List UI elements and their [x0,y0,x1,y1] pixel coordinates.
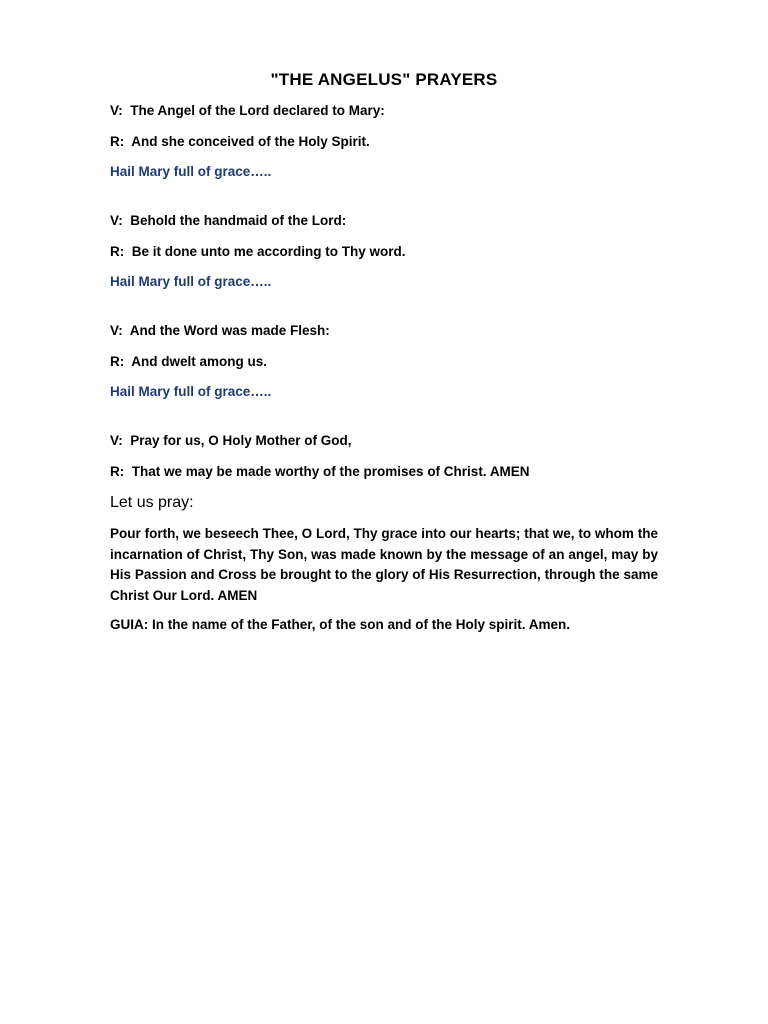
angelus-section-1 [110,102,658,181]
hail-mary-line: Hail Mary full of grace….. [110,384,272,399]
angelus-section-2 [110,212,658,291]
versicle-line: V: And the Word was made Flesh: [110,323,330,338]
document-title: "THE ANGELUS" PRAYERS [270,70,498,89]
hail-mary-line: Hail Mary full of grace….. [110,164,272,179]
response-line: R: That we may be made worthy of the promises of Christ. AMEN [110,463,530,479]
guia-line: GUIA: In the name of the Father, of the son and of the Holy spirit. Amen. [110,617,571,632]
let-us-pray-heading: Let us pray: [110,494,194,511]
response-line: R: And dwelt among us. [110,353,267,369]
hail-mary-line: Hail Mary full of grace….. [110,274,272,289]
angelus-section-4 [110,432,658,481]
response-line: R: Be it done unto me according to Thy word. [110,243,406,259]
document-page [110,70,658,634]
response-line: R: And she conceived of the Holy Spirit. [110,133,370,149]
versicle-line: V: Behold the handmaid of the Lord: [110,213,347,228]
angelus-section-3 [110,322,658,401]
versicle-line: V: Pray for us, O Holy Mother of God, [110,433,352,448]
closing-prayer-paragraph: Pour forth, we beseech Thee, O Lord, Thy grace into our hearts; that we, to whom the incarnation of Christ, Thy Son, was made known by the message of an angel, may by His Passion and Cross be brought to the glory of His Resurrection, through the same Christ Our Lord. AMEN [110,526,658,603]
versicle-line: V: The Angel of the Lord declared to Mary: [110,103,385,118]
